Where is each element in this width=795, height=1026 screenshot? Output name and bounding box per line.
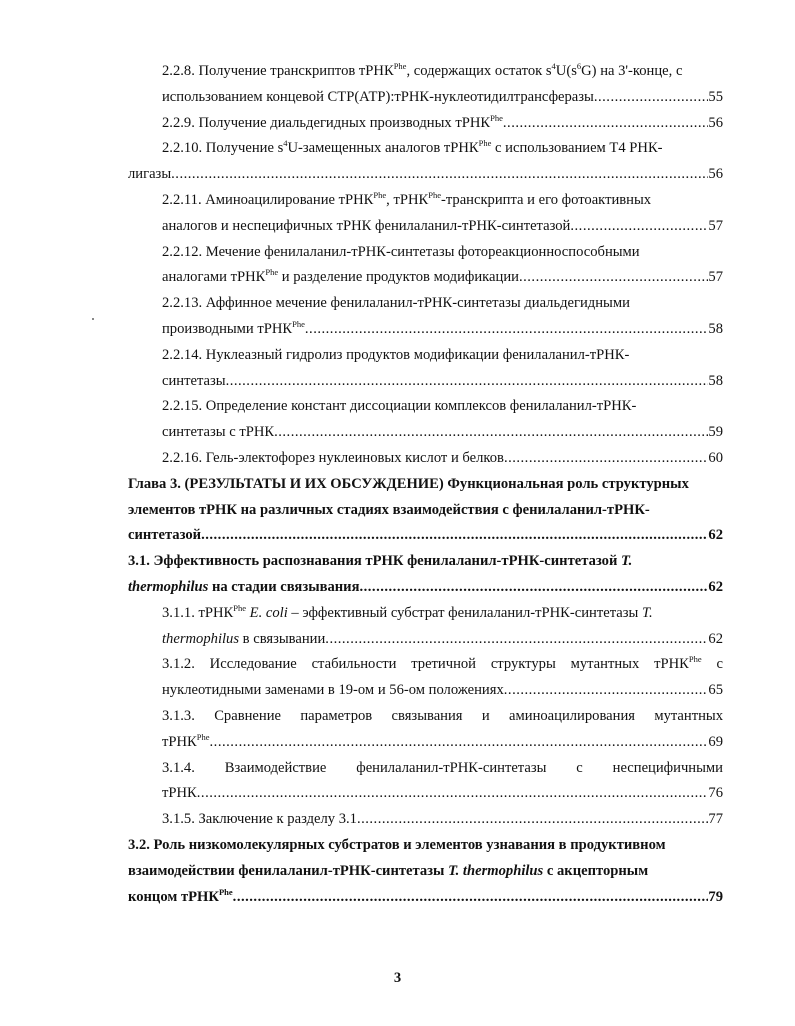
toc-entry-3-1-1-line1: 3.1.1. тРНК$^{Phe}$ E. coli – эффективный субстрат фенилаланил-тРНК-синтетазы T.: [162, 602, 653, 621]
toc-page-number: 62: [708, 578, 723, 595]
toc-entry-3-1-4-line1: 3.1.4. Взаимодействие фенилаланил-тРНК-синтетазы с неспецифичными: [162, 759, 723, 776]
toc-chapter-3-line2: элементов тРНК на различных стадиях взаимодействия с фенилаланил-тРНК-: [128, 501, 650, 518]
toc-section-3-2-line3: концом тРНК$^{Phe}$ ..... 79: [128, 885, 723, 911]
toc-page-number: 65: [708, 682, 723, 699]
toc-entry-3-1-5: 3.1.5. Заключение к разделу 3.1 ..... 77: [162, 807, 723, 833]
toc-entry-2-2-8-line1: 2.2.8. Получение транскриптов тРНК$^{Phe}$, содержащих остаток $s^4U(s^6G)$ на 3'-конце, с: [162, 61, 683, 79]
toc-chapter-3-line1: Глава 3. (РЕЗУЛЬТАТЫ И ИХ ОБСУЖДЕНИЕ) Функциональная роль структурных: [128, 475, 689, 492]
toc-section-3-1-line1: 3.1. Эффективность распознавания тРНК фенилаланил-тРНК-синтетазой T.: [128, 553, 633, 570]
toc-page-number: 62: [708, 630, 723, 647]
toc-page-number: 56: [708, 166, 723, 183]
toc-entry-3-1-1-line2: thermophilus в связывании ..... 62: [162, 627, 723, 653]
toc-entry-2-2-11-line2: аналогов и неспецифичных тРНК фенилаланил-тРНК-синтетазой ..... 57: [162, 214, 723, 240]
toc-entry-2-2-15-line2: синтетазы с тРНК ..... 59: [162, 420, 723, 446]
toc-entry-3-1-4-line2: тРНК ..... 76: [162, 781, 723, 807]
toc-entry-2-2-9: 2.2.9. Получение диальдегидных производных тРНК$^{Phe}$ ..... 56: [162, 111, 723, 137]
toc-entry-3-1-3-line2: тРНК$^{Phe}$ ..... 69: [162, 730, 723, 756]
toc-entry-2-2-13-line1: 2.2.13. Аффинное мечение фенилаланил-тРНК-синтетазы диальдегидными: [162, 295, 630, 312]
toc-page-number: 58: [708, 320, 723, 337]
toc-entry-2-2-16: 2.2.16. Гель-электофорез нуклеиновых кислот и белков ..... 60: [162, 446, 723, 472]
toc-entry-2-2-11-line1: 2.2.11. Аминоацилирование тРНК$^{Phe}$, тРНК$^{Phe}$-транскрипта и его фотоактивных: [162, 189, 652, 208]
toc-entry-3-1-3-line1: 3.1.3. Сравнение параметров связывания и аминоацилирования мутантных: [162, 707, 723, 724]
toc-entry-2-2-14-line1: 2.2.14. Нуклеазный гидролиз продуктов модификации фенилаланил-тРНК-: [162, 346, 630, 363]
toc-section-3-2-line1: 3.2. Роль низкомолекулярных субстратов и элементов узнавания в продуктивном: [128, 836, 666, 853]
toc-page-number: 57: [708, 217, 723, 234]
toc-entry-3-1-2-line1: 3.1.2. Исследование стабильности третичной структуры мутантных тРНК$^{Phe}$ с: [162, 654, 723, 673]
toc-page-number: 57: [708, 269, 723, 286]
toc-entry-2-2-10-line2: лигазы ..... 56: [128, 162, 723, 188]
toc-entry-2-2-14-line2: синтетазы ..... 58: [162, 369, 723, 395]
scan-speck: [92, 318, 94, 320]
toc-section-3-1-line2: thermophilus на стадии связывания ..... 62: [128, 575, 723, 601]
toc-page-number: 60: [708, 449, 723, 466]
toc-entry-2-2-8-line2: использованием концевой СТР(АТР):тРНК-нуклеотидилтрансферазы ..... 55: [162, 85, 723, 111]
toc-entry-2-2-12-line2: аналогами тРНК$^{Phe}$ и разделение продуктов модификации ..... 57: [162, 265, 723, 291]
toc-entry-2-2-12-line1: 2.2.12. Мечение фенилаланил-тРНК-синтетазы фотореакционноспособными: [162, 243, 640, 260]
toc-page-number: 79: [708, 888, 723, 905]
table-of-contents: [128, 59, 723, 910]
toc-page-number: 56: [708, 114, 723, 131]
toc-entry-2-2-15-line1: 2.2.15. Определение констант диссоциации комплексов фенилаланил-тРНК-: [162, 398, 637, 415]
toc-entry-3-1-2-line2: нуклеотидными заменами в 19-ом и 56-ом положениях ..... 65: [162, 678, 723, 704]
toc-chapter-3-line3: синтетазой ..... 62: [128, 523, 723, 549]
toc-page-number: 62: [708, 527, 723, 544]
toc-page-number: 77: [708, 811, 723, 828]
toc-page-number: 55: [708, 88, 723, 105]
toc-section-3-2-line2: взаимодействии фенилаланил-тРНК-синтетазы T. thermophilus с акцепторным: [128, 862, 649, 879]
page-number: 3: [393, 970, 402, 986]
toc-page-number: 69: [708, 733, 723, 750]
toc-page-number: 59: [708, 424, 723, 441]
toc-page-number: 76: [708, 785, 723, 802]
toc-entry-2-2-10-line1: 2.2.10. Получение $s^4U$-замещенных аналогов тРНК$^{Phe}$ с использованием Т4 РНК-: [162, 138, 663, 157]
toc-entry-2-2-13-line2: производными тРНК$^{Phe}$ ..... 58: [162, 317, 723, 343]
toc-page-number: 58: [708, 372, 723, 389]
